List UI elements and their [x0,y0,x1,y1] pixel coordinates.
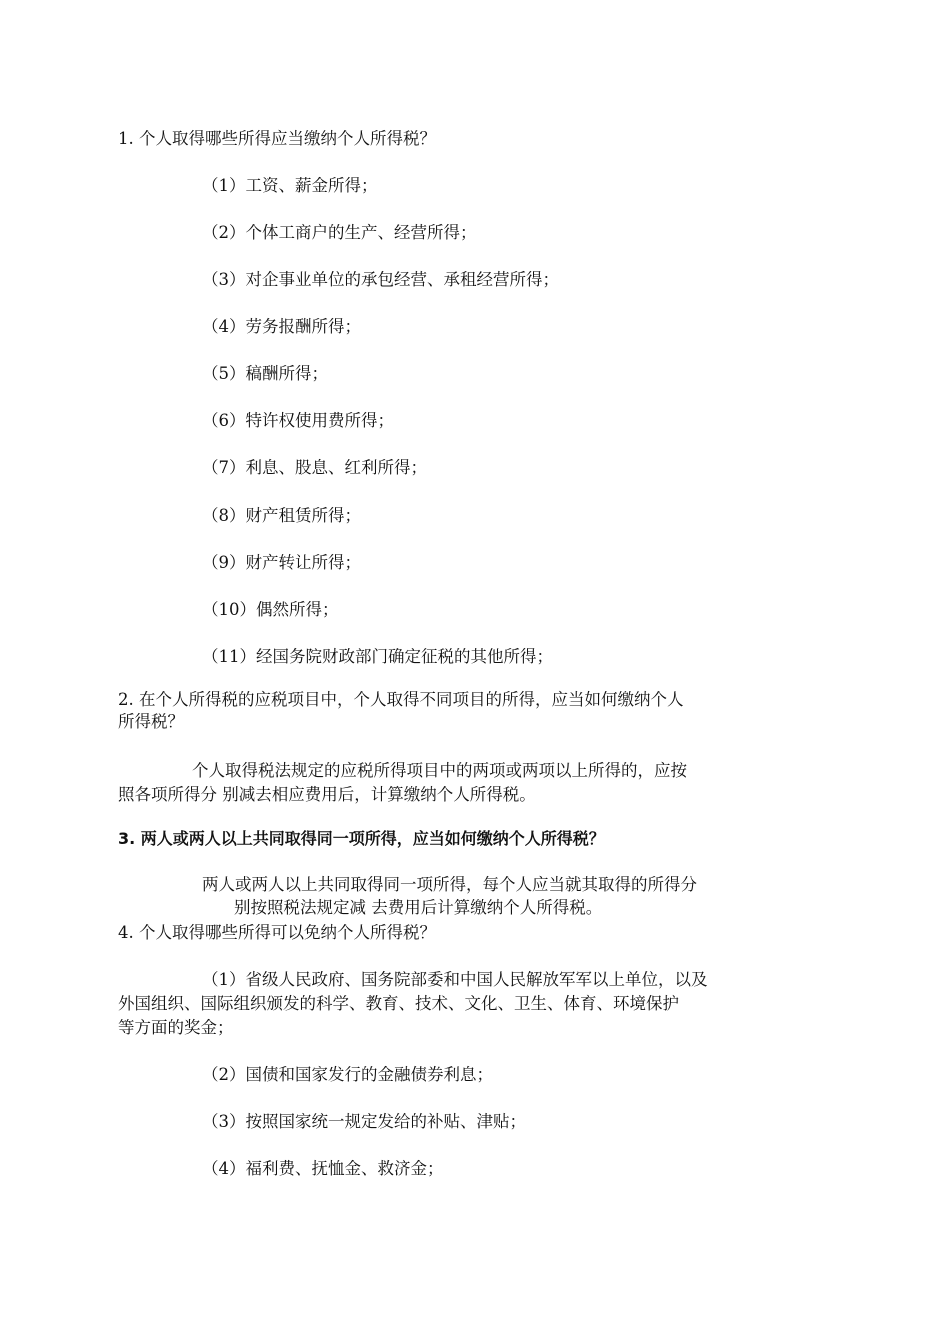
q1-item-10: （10）偶然所得； [202,600,339,619]
q1-item-2: （2）个体工商户的生产、经营所得； [202,223,477,242]
q1-item-8: （8）财产租赁所得； [202,506,361,525]
q1-item-6: （6）特许权使用费所得； [202,411,394,430]
q1-item-7: （7）利息、股息、红利所得； [202,458,427,477]
q4-item-1-line-1: （1）省级人民政府、国务院部委和中国人民解放军军以上单位，以及 [202,970,708,989]
q4-item-2: （2）国债和国家发行的金融债券利息； [202,1065,493,1084]
q3-answer-line-1: 两人或两人以上共同取得同一项所得，每个人应当就其取得的所得分 [202,875,697,894]
question-4-title: 4. 个人取得哪些所得可以免纳个人所得税？ [118,923,436,942]
q4-item-1-line-2: 外国组织、国际组织颁发的科学、教育、技术、文化、卫生、体育、环境保护 [118,994,679,1013]
q2-answer-line-2: 照各项所得分 别减去相应费用后，计算缴纳个人所得税。 [118,785,536,804]
q4-item-3: （3）按照国家统一规定发给的补贴、津贴； [202,1112,526,1131]
q1-item-9: （9）财产转让所得； [202,553,361,572]
q1-item-1: （1）工资、薪金所得； [202,176,378,195]
question-2-title-line-1: 2. 在个人所得税的应税项目中，个人取得不同项目的所得，应当如何缴纳个人 [118,690,684,709]
q1-item-5: （5）稿酬所得； [202,364,328,383]
q4-item-1-line-3: 等方面的奖金； [118,1018,234,1037]
q1-item-11: （11）经国务院财政部门确定征税的其他所得； [202,647,553,666]
q2-answer-line-1: 个人取得税法规定的应税所得项目中的两项或两项以上所得的，应按 [192,761,687,780]
question-1-title: 1. 个人取得哪些所得应当缴纳个人所得税？ [118,129,436,148]
q1-item-3: （3）对企事业单位的承包经营、承租经营所得； [202,270,559,289]
q4-item-4: （4）福利费、抚恤金、救济金； [202,1159,444,1178]
question-2-title-line-2: 所得税？ [118,712,184,731]
question-3-title: 3. 两人或两人以上共同取得同一项所得，应当如何缴纳个人所得税？ [118,829,605,848]
q3-answer-line-2: 别按照税法规定减 去费用后计算缴纳个人所得税。 [234,898,603,917]
q1-item-4: （4）劳务报酬所得； [202,317,361,336]
